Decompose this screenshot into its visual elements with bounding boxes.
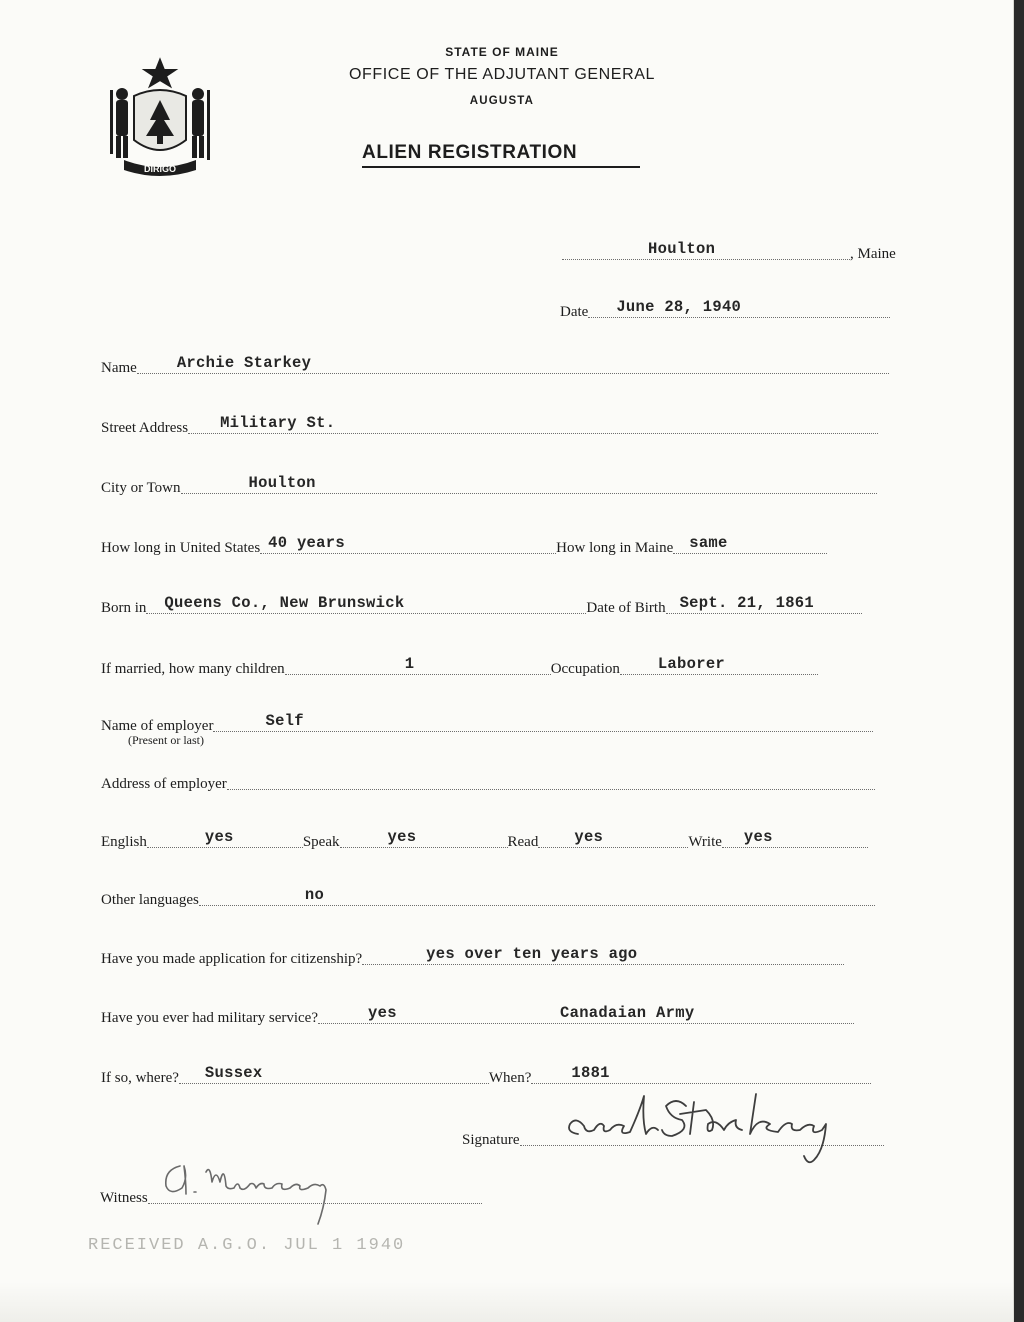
born-in-field[interactable] xyxy=(146,594,586,614)
write-value: yes xyxy=(743,828,773,846)
speak-label: Speak xyxy=(302,834,340,850)
date-value: June 28, 1940 xyxy=(616,298,742,316)
how-long-maine-field[interactable] xyxy=(673,534,827,554)
street-row xyxy=(101,414,902,438)
when-value: 1881 xyxy=(571,1064,610,1082)
other-languages-row xyxy=(101,886,902,910)
where-label: If so, where? xyxy=(101,1070,179,1086)
where-field[interactable] xyxy=(179,1064,489,1084)
occupation-label: Occupation xyxy=(550,661,620,677)
children-field[interactable] xyxy=(285,655,551,675)
speak-field[interactable] xyxy=(340,828,508,848)
english-label: English xyxy=(101,834,147,850)
header-state: STATE OF MAINE xyxy=(445,45,559,59)
how-long-maine-value: same xyxy=(689,534,728,552)
how-long-row xyxy=(101,534,902,558)
employer-field[interactable] xyxy=(213,712,873,732)
citizenship-field[interactable] xyxy=(362,945,844,965)
other-languages-value: no xyxy=(304,886,325,904)
date-of-birth-field[interactable] xyxy=(666,594,862,614)
name-label: Name xyxy=(101,360,137,376)
occupation-value: Laborer xyxy=(657,655,726,673)
street-label: Street Address xyxy=(101,420,189,436)
employer-row xyxy=(101,712,902,736)
city-field[interactable] xyxy=(181,474,877,494)
name-field[interactable] xyxy=(137,354,889,374)
military-value: yes xyxy=(368,1004,397,1022)
language-row xyxy=(101,828,902,852)
occupation-field[interactable] xyxy=(620,655,818,675)
children-label: If married, how many children xyxy=(101,661,285,677)
city-row xyxy=(101,474,902,498)
witness-label: Witness xyxy=(100,1190,148,1206)
city-value: Houlton xyxy=(248,474,316,492)
employer-value: Self xyxy=(265,712,304,730)
children-row xyxy=(101,655,902,679)
write-label: Write xyxy=(688,834,722,850)
english-field[interactable] xyxy=(147,828,303,848)
date-of-birth-value: Sept. 21, 1861 xyxy=(679,594,814,612)
employer-sublabel: (Present or last) xyxy=(128,733,204,747)
name-value: Archie Starkey xyxy=(176,354,312,372)
born-in-value: Queens Co., New Brunswick xyxy=(164,594,405,612)
street-field[interactable] xyxy=(188,414,878,434)
how-long-us-value: 40 years xyxy=(268,534,345,552)
military-label: Have you ever had military service? xyxy=(101,1010,318,1026)
signature-label: Signature xyxy=(462,1132,520,1148)
header-city: AUGUSTA xyxy=(469,95,535,107)
read-field[interactable] xyxy=(538,828,688,848)
name-row xyxy=(101,354,902,378)
where-value: Sussex xyxy=(204,1064,263,1082)
place-field[interactable] xyxy=(562,240,850,260)
military-row xyxy=(101,1004,902,1028)
employer-address-label: Address of employer xyxy=(101,776,227,792)
how-long-maine-label: How long in Maine xyxy=(556,540,674,556)
city-label: City or Town xyxy=(101,480,181,496)
speak-value: yes xyxy=(387,828,417,846)
where-when-row xyxy=(101,1064,902,1088)
date-label: Date xyxy=(560,304,589,320)
children-value: 1 xyxy=(404,655,415,673)
date-of-birth-label: Date of Birth xyxy=(586,600,666,616)
place-row xyxy=(562,240,904,264)
date-field[interactable] xyxy=(588,298,890,318)
born-row xyxy=(101,594,902,618)
received-stamp: RECEIVED A.G.O. JUL 1 1940 xyxy=(88,1236,406,1255)
military-value-2: Canadaian Army xyxy=(560,1004,695,1022)
witness-handwriting xyxy=(156,1152,366,1232)
header-office: OFFICE OF THE ADJUTANT GENERAL xyxy=(348,66,656,83)
military-field[interactable] xyxy=(318,1004,854,1024)
place-state-label: , Maine xyxy=(850,246,896,262)
form-title: ALIEN REGISTRATION xyxy=(362,142,640,168)
when-field[interactable] xyxy=(531,1064,871,1084)
born-in-label: Born in xyxy=(101,600,147,616)
when-label: When? xyxy=(488,1070,532,1086)
write-field[interactable] xyxy=(722,828,868,848)
citizenship-row xyxy=(101,945,902,969)
citizenship-label: Have you made application for citizenship? xyxy=(101,951,363,967)
other-languages-field[interactable] xyxy=(199,886,875,906)
english-value: yes xyxy=(204,828,234,846)
other-languages-label: Other languages xyxy=(101,892,199,908)
read-value: yes xyxy=(574,828,604,846)
citizenship-value: yes over ten years ago xyxy=(426,945,638,963)
employer-label: Name of employer xyxy=(101,718,214,734)
place-town-value: Houlton xyxy=(648,240,716,258)
read-label: Read xyxy=(507,834,539,850)
how-long-us-label: How long in United States xyxy=(101,540,261,556)
street-value: Military St. xyxy=(220,414,336,432)
signature-handwriting xyxy=(560,1090,900,1170)
employer-address-row xyxy=(101,770,902,794)
date-row xyxy=(560,298,902,322)
employer-address-field[interactable] xyxy=(227,788,875,790)
how-long-us-field[interactable] xyxy=(260,534,556,554)
seal-motto: DIRIGO xyxy=(143,164,177,174)
